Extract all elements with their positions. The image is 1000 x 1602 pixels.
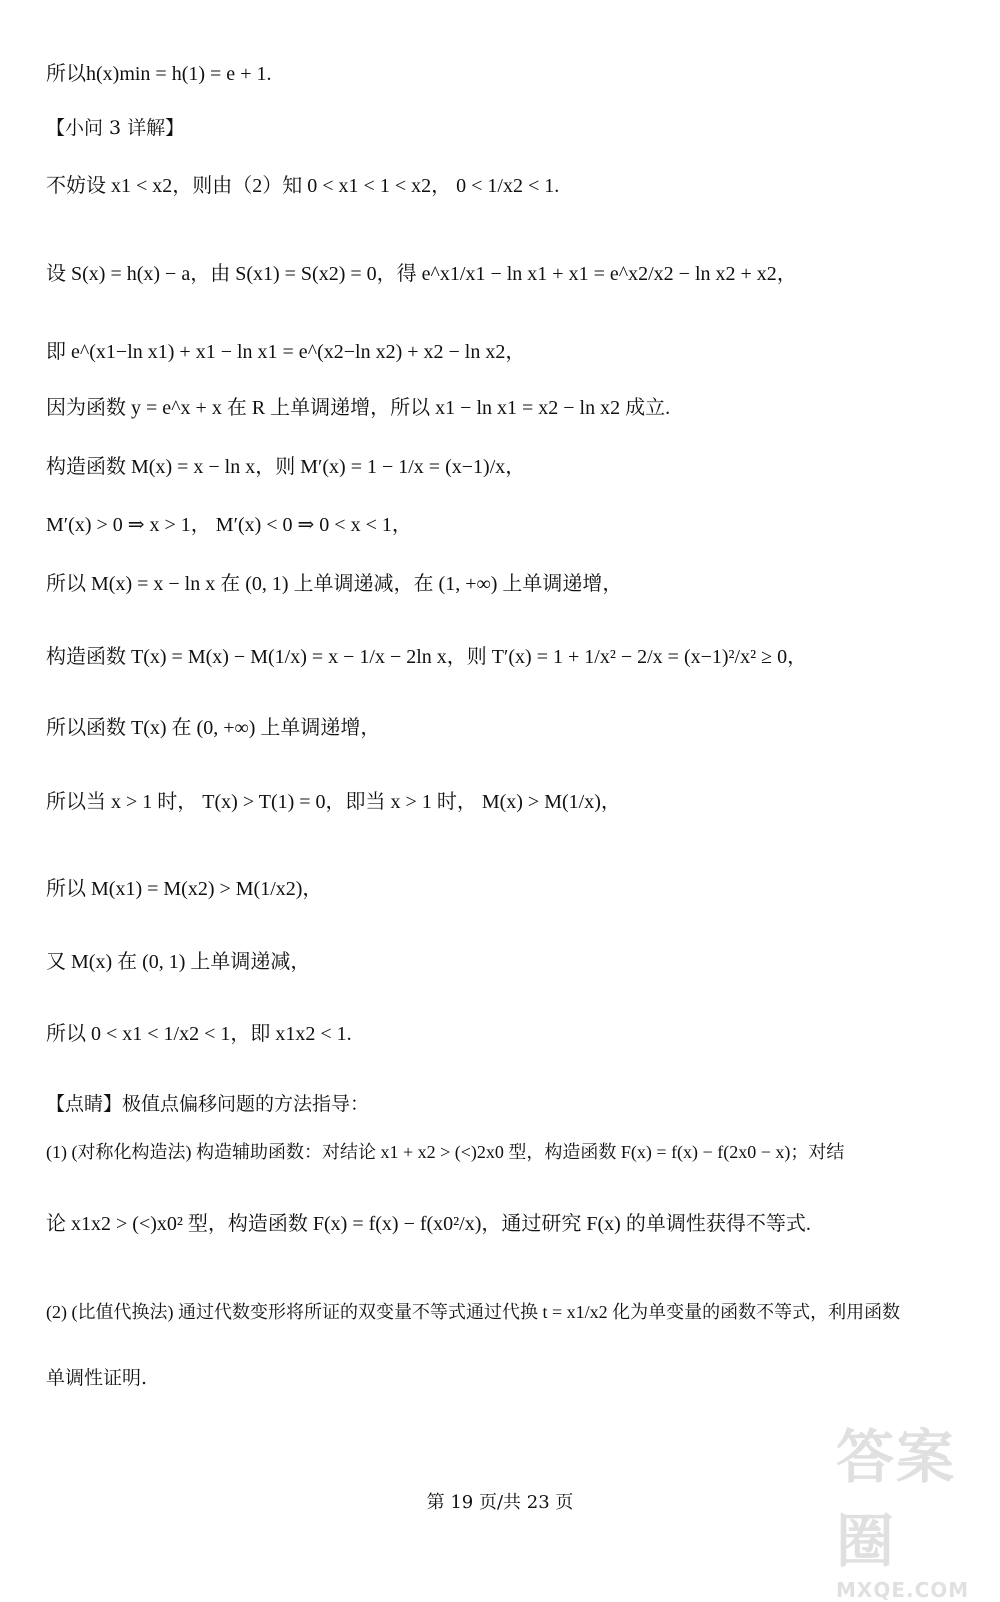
line-l19: (2) (比值代换法) 通过代数变形将所证的双变量不等式通过代换 t = x1/x2 化为单变量的函数不等式，利用函数: [46, 1302, 901, 1322]
line-l20: 单调性证明.: [46, 1367, 148, 1389]
line-l01: 所以h(x)min = h(1) = e + 1.: [46, 63, 272, 85]
page-footer: 第 19 页/共 23 页: [426, 1492, 574, 1513]
line-l18: 论 x1x2 > (<)x0² 型，构造函数 F(x) = f(x) − f(x0²/x)，通过研究 F(x) 的单调性获得不等式.: [46, 1213, 811, 1235]
line-l11: 所以函数 T(x) 在 (0, +∞) 上单调递增，: [46, 717, 381, 739]
line-l10: 构造函数 T(x) = M(x) − M(1/x) = x − 1/x − 2ln x，则 T′(x) = 1 + 1/x² − 2/x = (x−1)²/x² ≥ 0，: [46, 646, 808, 668]
watermark-site: MXQE.COM: [836, 1578, 970, 1602]
line-l04: 设 S(x) = h(x) − a，由 S(x1) = S(x2) = 0，得 e^x1/x1 − ln x1 + x1 = e^x2/x2 − ln x2 + x2，: [46, 263, 797, 285]
line-l12: 所以当 x > 1 时， T(x) > T(1) = 0，即当 x > 1 时， M(x) > M(1/x)，: [46, 791, 621, 813]
section-heading-q3: 【小问 3 详解】: [46, 117, 185, 139]
line-l15: 所以 0 < x1 < 1/x2 < 1，即 x1x2 < 1.: [46, 1023, 352, 1045]
line-l07: 构造函数 M(x) = x − ln x，则 M′(x) = 1 − 1/x = (x−1)/x，: [46, 456, 526, 478]
line-l09: 所以 M(x) = x − ln x 在 (0, 1) 上单调递减，在 (1, +∞) 上单调递增，: [46, 573, 623, 595]
line-l06: 因为函数 y = e^x + x 在 R 上单调递增，所以 x1 − ln x1 = x2 − ln x2 成立.: [46, 397, 671, 419]
line-l03: 不妨设 x1 < x2，则由（2）知 0 < x1 < 1 < x2， 0 < 1/x2 < 1.: [46, 175, 560, 197]
line-l05: 即 e^(x1−ln x1) + x1 − ln x1 = e^(x2−ln x2) + x2 − ln x2，: [46, 341, 526, 363]
line-l13: 所以 M(x1) = M(x2) > M(1/x2)，: [46, 878, 323, 900]
line-l17: (1) (对称化构造法) 构造辅助函数：对结论 x1 + x2 > (<)2x0 型，构造函数 F(x) = f(x) − f(2x0 − x)；对结: [46, 1142, 845, 1162]
tip-heading: 【点睛】极值点偏移问题的方法指导：: [46, 1093, 370, 1115]
watermark-mark: 答案圈: [836, 1423, 957, 1575]
line-l14: 又 M(x) 在 (0, 1) 上单调递减，: [46, 951, 311, 973]
line-l08: M′(x) > 0 ⇒ x > 1， M′(x) < 0 ⇒ 0 < x < 1，: [46, 514, 412, 536]
watermark-logo: [836, 1410, 986, 1602]
